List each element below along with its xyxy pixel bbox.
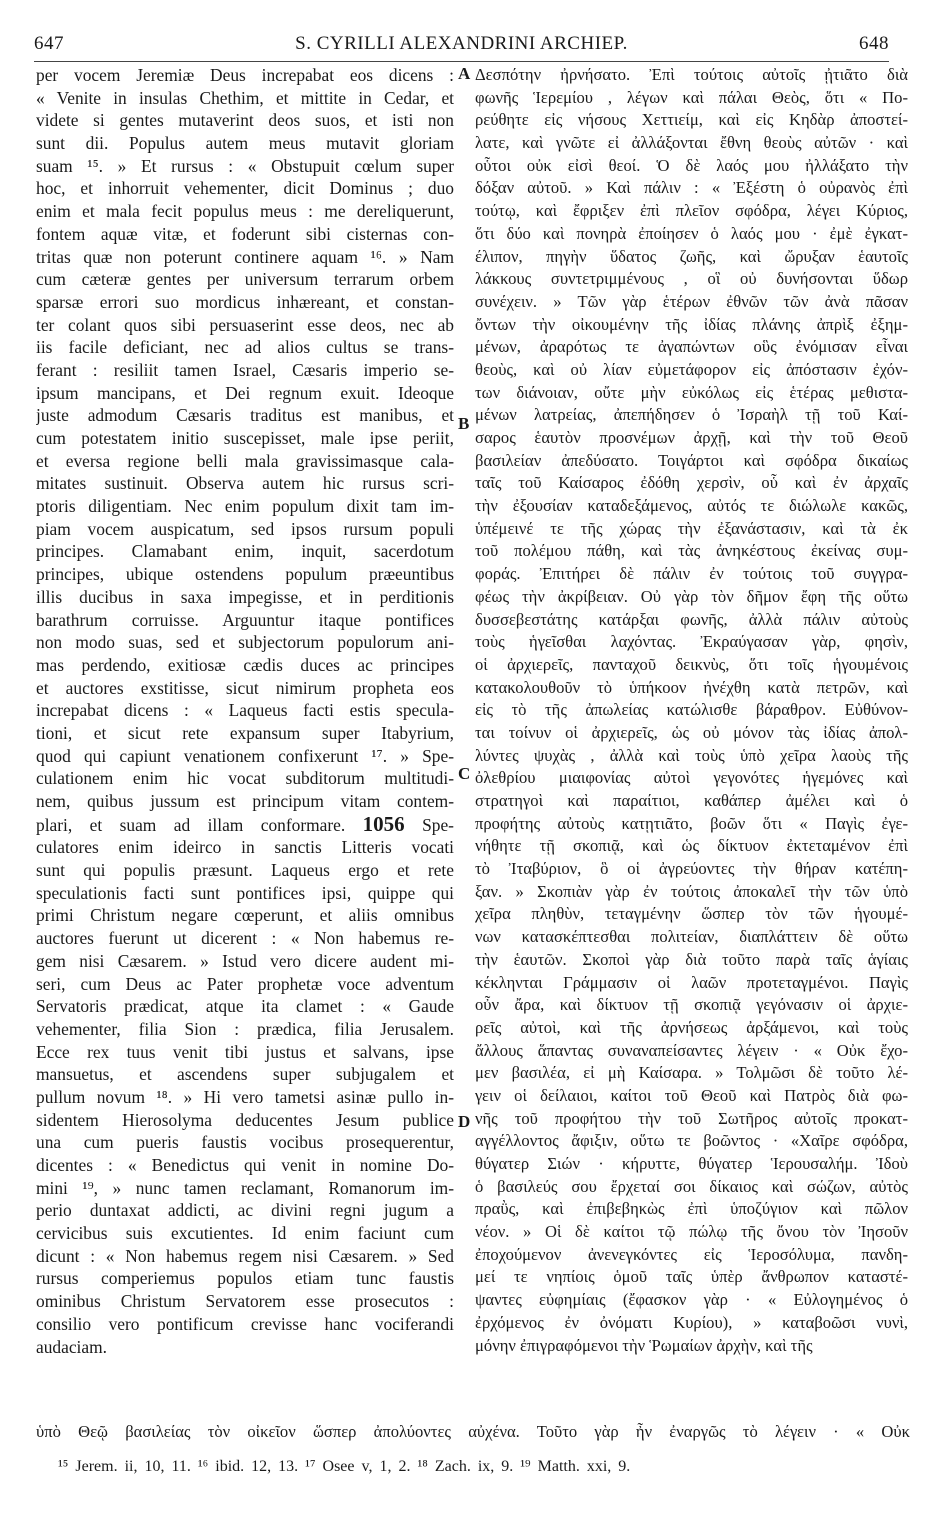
latin-line: iis facile deficiant, nec ad alios cultus se trans-	[36, 337, 454, 358]
greek-line: μένων, ἀραρότως τε ἀγαπώντων οὓς ἐνόμισαν εἶναι	[475, 337, 908, 357]
latin-line: sunt qui populis præsunt. Laqueus ergo et rete	[36, 860, 454, 881]
greek-line: ρεῖς αὐτοὶ, καὶ τῆς ἀρνήσεως ἀρξάμενοι, καὶ τοὺς	[475, 1017, 908, 1037]
greek-line: τὴν ἑαυτῶν. Σκοποὶ γὰρ διὰ τοῦτο παρὰ ταῖς ἁγίαις	[475, 949, 908, 969]
latin-line: dicunt : « Non habemus regem nisi Cæsarem. » Sed	[36, 1245, 454, 1266]
greek-line: ὀλεθρίου μιαιφονίας αὐτοὶ γεγονότες ἡγεμόνες καὶ	[475, 768, 908, 788]
latin-line: consilio vero pontificum crevisse hanc vociferandi	[36, 1313, 454, 1334]
greek-line: βασιλείαν ἀπεδύσατο. Τοιγάρτοι καὶ σφόδρα δικαίως	[475, 450, 908, 470]
greek-line: θεοὺς, καὶ οὐ λίαν εὐμετάφορον εἰς ἀπόστασιν ἐχόν-	[475, 359, 908, 379]
latin-line: non modo suas, sed et subjectorum populorum ani-	[36, 632, 454, 653]
latin-line: ipsum mancipans, et Dei regnum exuit. Ideoque	[36, 382, 454, 403]
greek-line: μεν βασιλέα, εἰ μὴ Καίσαρα. » Τολμῶσι δὲ τοῦτο λέ-	[475, 1063, 908, 1083]
latin-line: fontem aquæ vitæ, et foderunt sibi cisternas con-	[36, 223, 454, 244]
latin-line: hoc, et inhorruit vehementer, dicit Dominus ; duo	[36, 178, 454, 199]
greek-line: στρατηγοὶ καὶ παραίτιοι, καθάπερ ἀμέλει καὶ ὁ	[475, 791, 908, 810]
latin-line: sidentem Hierosolyma deducentes Jesum publice	[36, 1109, 454, 1130]
latin-line: et eversa regione belli mala gravissimasque cala-	[36, 450, 454, 471]
greek-line: πραῢς, καὶ ἐπιβεβηκὼς ἐπὶ ὑποζύγιον καὶ πῶλον	[475, 1199, 908, 1219]
greek-line: τὸ Ἰταβύριον, ὃ οἱ ἀγρεύοντες τὴν θήραν κατέπη-	[475, 859, 908, 879]
latin-line: barathrum corruisse. Arguuntur itaque pontifices	[36, 609, 454, 630]
greek-line: ται τοίνυν οἱ ἀρχιερεῖς, ὡς οὐ μόνον τὰς ἰδίας ἀπολ-	[475, 722, 908, 742]
greek-line: τοῦ πολέμου πάθη, καὶ τὰς ἀνηκέστους ἐκείνας συμ-	[475, 541, 908, 561]
latin-line: cervicibus suis excutientes. Id enim faciunt cum	[36, 1223, 454, 1244]
latin-line: ter colant quos sibi persuaserint esse deos, nec ab	[36, 314, 454, 335]
latin-line: perio duntaxat addicti, ac divini regni jugum a	[36, 1200, 454, 1221]
latin-line: seri, cum Deus ac Pater prophetæ voce adventum	[36, 973, 454, 994]
greek-line: μένων λατρείας, ἀπεπήδησεν ὁ Ἰσραὴλ τῇ τοῦ Καί-	[475, 405, 908, 425]
page-number-right: 648	[859, 33, 889, 54]
latin-line: auctores fuerunt ut dicerent : « Non habemus re-	[36, 928, 454, 949]
greek-line: έλιπον, πηγὴν ὕδατος ζωῆς, καὶ ὤρυξαν ἑαυτοῖς	[475, 246, 908, 266]
latin-line: speculationis facti sunt pontifices ipsi, quippe qui	[36, 882, 454, 903]
greek-line: συνέχειν. » Τῶν γὰρ ἑτέρων ἐθνῶν τῶν ἀνὰ πᾶσαν	[475, 291, 908, 311]
page-number-left: 647	[34, 33, 64, 54]
latin-line: sunt dii. Populus autem meus mutavit gloriam	[36, 133, 454, 154]
column-number-suffix: Spe-	[422, 814, 454, 835]
greek-line: ὄντων τὴν οἰκουμένην τῆς ἰδίας πλάνης ἀπρὶξ ἐξημ-	[475, 314, 908, 334]
latin-line: ptoris diligentiam. Nec enim populum dixit tam im-	[36, 496, 454, 517]
greek-line: γειν οἱ δείλαιοι, καίτοι τοῦ Θεοῦ καὶ Πατρὸς διὰ φω-	[475, 1085, 908, 1105]
margin-marker-d: D	[458, 1112, 471, 1131]
latin-line: suam ¹⁵. » Et rursus : « Obstupuit cœlum super	[36, 155, 454, 176]
greek-line: τοὺς ἡγεῖσθαι λαχόντας. Ἐκραύγασαν γὰρ, φησὶν,	[475, 632, 908, 652]
latin-line: mansuetus, et ascendens super subjugalem et	[36, 1064, 454, 1085]
latin-line: piam vocem auspicatum, sed ipsos rursum populi	[36, 518, 454, 539]
greek-line: λύντες ψυχὰς , ἀλλὰ καὶ τοὺς ὑπὸ χεῖρα λαοὺς τῆς	[475, 745, 908, 765]
greek-line: Δεσπότην ἠρνήσατο. Ἐπὶ τούτοις αὐτοῖς ᾐτιᾶτο διὰ	[475, 65, 908, 84]
margin-marker-c: C	[458, 764, 471, 783]
greek-line: φοράς. Ἐπιτήρει δὲ πάλιν ἐν τούτοις τοῦ συγγρα-	[475, 564, 908, 584]
greek-line: φέως τὴν ἀκρίβειαν. Οὐ γὰρ τὸν δῆμον ἔφη τῆς οὕτω	[475, 586, 908, 606]
latin-line: quod qui capiunt venationem confixerunt ¹⁷. » Spe-	[36, 745, 454, 766]
greek-line: των διάνοιαν, οὔτε μὴν εὐκόλως εἰς ἑτέρας μεθιστα-	[475, 382, 908, 402]
full-width-closing-line: ὑπὸ Θεῷ βασιλείας τὸν οἰκεῖον ὥσπερ ἀπολύοντες αὐχένα. Τοῦτο γὰρ ἦν ἐναργῶς τὸ λέγειν · « Οὐκ	[36, 1422, 910, 1441]
latin-line: videte si gentes mutaverint deos suos, et isti non	[36, 110, 454, 131]
greek-line: ἄλλους ἅπαντας συναναπείσαντες λέγειν · « Οὐκ ἔχο-	[475, 1040, 908, 1060]
latin-line: illis ducibus in saxa impegisse, et in perditionis	[36, 586, 454, 607]
greek-line: προφήτης αὐτοὺς κατῃτιᾶτο, βοῶν ὅτι « Παγὶς ἐγε-	[475, 813, 908, 833]
greek-line: ξαν. » Σκοπιὰν γὰρ ἐν τούτοις ἀποκαλεῖ τὴν τῶν ὑπὸ	[475, 881, 908, 901]
margin-marker-b: B	[458, 414, 470, 433]
latin-line	[36, 813, 454, 837]
latin-column	[36, 64, 454, 1358]
latin-line: culationem enim hic vocat subditorum multitudi-	[36, 768, 454, 789]
latin-line: mini ¹⁹, » nunc tamen reclamant, Romanorum im-	[36, 1177, 454, 1198]
greek-line: τὴν ἐξουσίαν καταδεξάμενος, αὐτός τε διώλωλε κακῶς,	[475, 496, 908, 516]
latin-line: primi Christum negare cœperunt, et aliis omnibus	[36, 905, 454, 926]
greek-line: χεῖρα πληθὺν, τεταγμένην ὥσπερ τὸν τῶν ἡγουμέ-	[475, 904, 908, 924]
latin-line: dicentes : « Benedictus qui venit in nomine Do-	[36, 1155, 454, 1175]
latin-line: « Venite in insulas Chethim, et mittite in Cedar, et	[36, 87, 454, 108]
latin-line: rursus comperiemus populos etiam tunc faustis	[36, 1268, 454, 1289]
greek-line: δόξαν αὐτοῦ. » Καὶ πάλιν : « Ἐξέστη ὁ οὐρανὸς ἐπὶ	[475, 178, 908, 198]
latin-line: increpabat dicens : « Laqueus facti estis specula-	[36, 700, 454, 721]
running-title: S. CYRILLI ALEXANDRINI ARCHIEP.	[295, 33, 628, 54]
latin-line: tioni, et sicut rete expansum super Itabyrium,	[36, 722, 454, 743]
latin-line: enim et mala fecit populus meus : me dereliquerunt,	[36, 201, 454, 222]
latin-line: ferant : resiliit tamen Israel, Cæsaris imperio se-	[36, 359, 454, 380]
latin-line-text: plari, et suam ad illam conformare.	[36, 814, 346, 835]
greek-line: λατε, καὶ γνῶτε εἰ ἀλλάξονται ἔθνη θεοὺς αὐτῶν · καὶ	[475, 133, 908, 153]
latin-line: Servatoris prædicat, atque ita clamet : « Gaude	[36, 996, 454, 1017]
greek-line: κατακολουθοῦν τὸ ὑπήκοον ἠνέχθη κατὰ πετρῶν, καὶ	[475, 677, 908, 697]
latin-line: vehementer, filia Sion : prædica, filia Jerusalem.	[36, 1018, 454, 1039]
latin-line: cum potestatem initio suscepisset, male ipse periit,	[36, 428, 454, 448]
greek-line: ψαντες εὐφημίαις (ἔφασκον γὰρ · « Εὐλογημένος ὁ	[475, 1290, 908, 1310]
greek-line: νων κατασκέπτεσθαι πολιτείαν, διαπλάττειν δὲ οὕτω	[475, 927, 908, 947]
greek-line: σαρος ἑαυτὸν προσνέμων ἀρχῇ, καὶ τὴν τοῦ Θεοῦ	[475, 428, 908, 447]
greek-line: ρεύθητε εἰς νήσους Χεττιείμ, καὶ εἰς Κηδὰρ ἀποστεί-	[475, 110, 908, 130]
latin-line: audaciam.	[36, 1336, 107, 1357]
greek-line: φωνῆς Ἱερεμίου , λέγων καὶ πάλαι Θεὸς, ὅτι « Πο-	[475, 87, 908, 107]
greek-line: νέον. » Οἱ δὲ καίτοι τῷ πώλῳ τῆς ὄνου τὸν Ἰησοῦν	[475, 1222, 908, 1242]
latin-line: per vocem Jeremiæ Deus increpabat eos dicens :	[36, 65, 454, 85]
latin-line: Ecce rex tuus venit tibi justus et salvans, ipse	[36, 1041, 454, 1062]
latin-line: tritas quæ non poterunt continere aquam ¹⁶. » Nam	[36, 246, 454, 267]
greek-line: νῆς τοῦ προφήτου τὴν τοῦ Σωτῆρος αὐτοῖς προκατ-	[475, 1108, 908, 1128]
greek-line: ὑπέμεινέ τε τῆς χώρας τὴν ἐξανάστασιν, καὶ τὰ ἐκ	[475, 518, 908, 538]
latin-line: culatores enim ideirco in sanctis Litteris vocati	[36, 837, 454, 858]
greek-line: ὁ βασιλεύς σου ἔρχεταί σοι δίκαιος καὶ σώζων, αὐτὸς	[475, 1176, 908, 1196]
greek-line: τούτῳ, καὶ ἔφριξεν ἐπὶ πλεῖον σφόδρα, λέγει Κύριος,	[475, 201, 908, 221]
margin-marker-a: A	[458, 64, 471, 83]
page-header	[34, 33, 889, 62]
greek-line: οὗτοι οὐκ εἰσὶ θεοί. Ὁ δὲ λαός μου ἠλλάξατο τὴν	[475, 155, 908, 175]
greek-line: νήθητε τῇ σκοπιᾷ, καὶ ὡς δίκτυον ἐκτεταμένον ἐπὶ	[475, 836, 908, 856]
greek-line: ταῖς τοῦ Καίσαρος ἐδόθη χερσὶν, οὗ καὶ ἐν ἀρχαῖς	[475, 473, 908, 493]
greek-line: κέκληνται Γράμμασιν οἱ λαῶν προτεταγμένοι. Παγὶς	[475, 972, 908, 992]
greek-line: εἰς τὸ τῆς ἀπωλείας κατώλισθε βάραθρον. Εὐθύνον-	[475, 700, 908, 720]
greek-line: οἱ ἀρχιερεῖς, πανταχοῦ δεικνὺς, ὅτι τοῖς ἡγουμένοις	[475, 654, 908, 674]
greek-line: ἐρχόμενος ἐν ὀνόματι Κυρίου), » καταβοῶσι νυνὶ,	[475, 1312, 908, 1332]
latin-line: ominibus Christum Servatorem esse prosecutos :	[36, 1291, 454, 1312]
latin-line: pullum novum ¹⁸. » Hi vero tametsi asinæ pullo in-	[36, 1086, 454, 1107]
greek-line: οὖν ἄρα, καὶ δίκτυον τῇ σκοπιᾷ γεγόνασιν οἱ ἀρχιε-	[475, 995, 908, 1015]
latin-line: una cum pueris faustis vocibus prosequerentur,	[36, 1132, 454, 1153]
latin-line: nem, quibus jussum est principum vitam contem-	[36, 791, 454, 811]
greek-line: δυσσεβεστάτης κατάρξαι φωνῆς, ἀλλὰ πάλιν αὐτοὺς	[475, 609, 908, 629]
latin-line: gem nisi Cæsarem. » Istud vero dicere audent mi-	[36, 950, 454, 971]
latin-line: mitates sustinuit. Observa autem hic rursus scri-	[36, 473, 454, 494]
greek-line: λάκκους συντετριμμένους , οἳ οὐ δυνήσονται ὕδωρ	[475, 269, 908, 289]
latin-line: cum cæteræ gentes per universum terrarum orbem	[36, 269, 454, 290]
greek-line: αγγέλλοντος ἄφιξιν, οὕτω τε βοῶντος · «Χαῖρε σφόδρα,	[475, 1131, 908, 1151]
greek-line: μεί τε νηπίοις ὁμοῦ ταῖς ὑπὲρ ἄνθρωπον καταστέ-	[475, 1267, 908, 1287]
latin-line: mas perdendo, exitiosæ cædis duces ac principes	[36, 654, 454, 675]
greek-line: θύγατερ Σιών · κήρυττε, θύγατερ Ἱερουσαλήμ. Ἰδοὺ	[475, 1154, 908, 1173]
latin-line: juste admodum Cæsaris traditus est manibus, et	[36, 405, 454, 426]
greek-line: ὅτι δύο καὶ πονηρὰ ἐποίησεν ὁ λαός μου · ἐμὲ ἐγκατ-	[475, 223, 908, 243]
latin-line: et auctores exstitisse, sicut nimirum propheta eos	[36, 677, 454, 698]
footnotes: ¹⁵ Jerem. ii, 10, 11. ¹⁶ ibid. 12, 13. ¹⁷ Osee v, 1, 2. ¹⁸ Zach. ix, 9. ¹⁹ Matth. xxi, 9.	[58, 1458, 631, 1475]
latin-line: sparsæ errori suo mordicus inhæreant, et constan-	[36, 291, 454, 312]
latin-line: principes, ubique ostendens populum præeuntibus	[36, 564, 454, 585]
column-number: 1056	[362, 812, 405, 836]
latin-line: principes. Clamabant enim, inquit, sacerdotum	[36, 541, 454, 562]
greek-column	[475, 64, 908, 1357]
greek-line: ἐποχούμενον ἀνενεγκόντες εἰς Ἱεροσόλυμα, πανδη-	[475, 1244, 908, 1264]
greek-line: μόνην ἐπιγραφόμενοι τὴν Ῥωμαίων ἀρχὴν, καὶ τῆς	[475, 1335, 813, 1355]
